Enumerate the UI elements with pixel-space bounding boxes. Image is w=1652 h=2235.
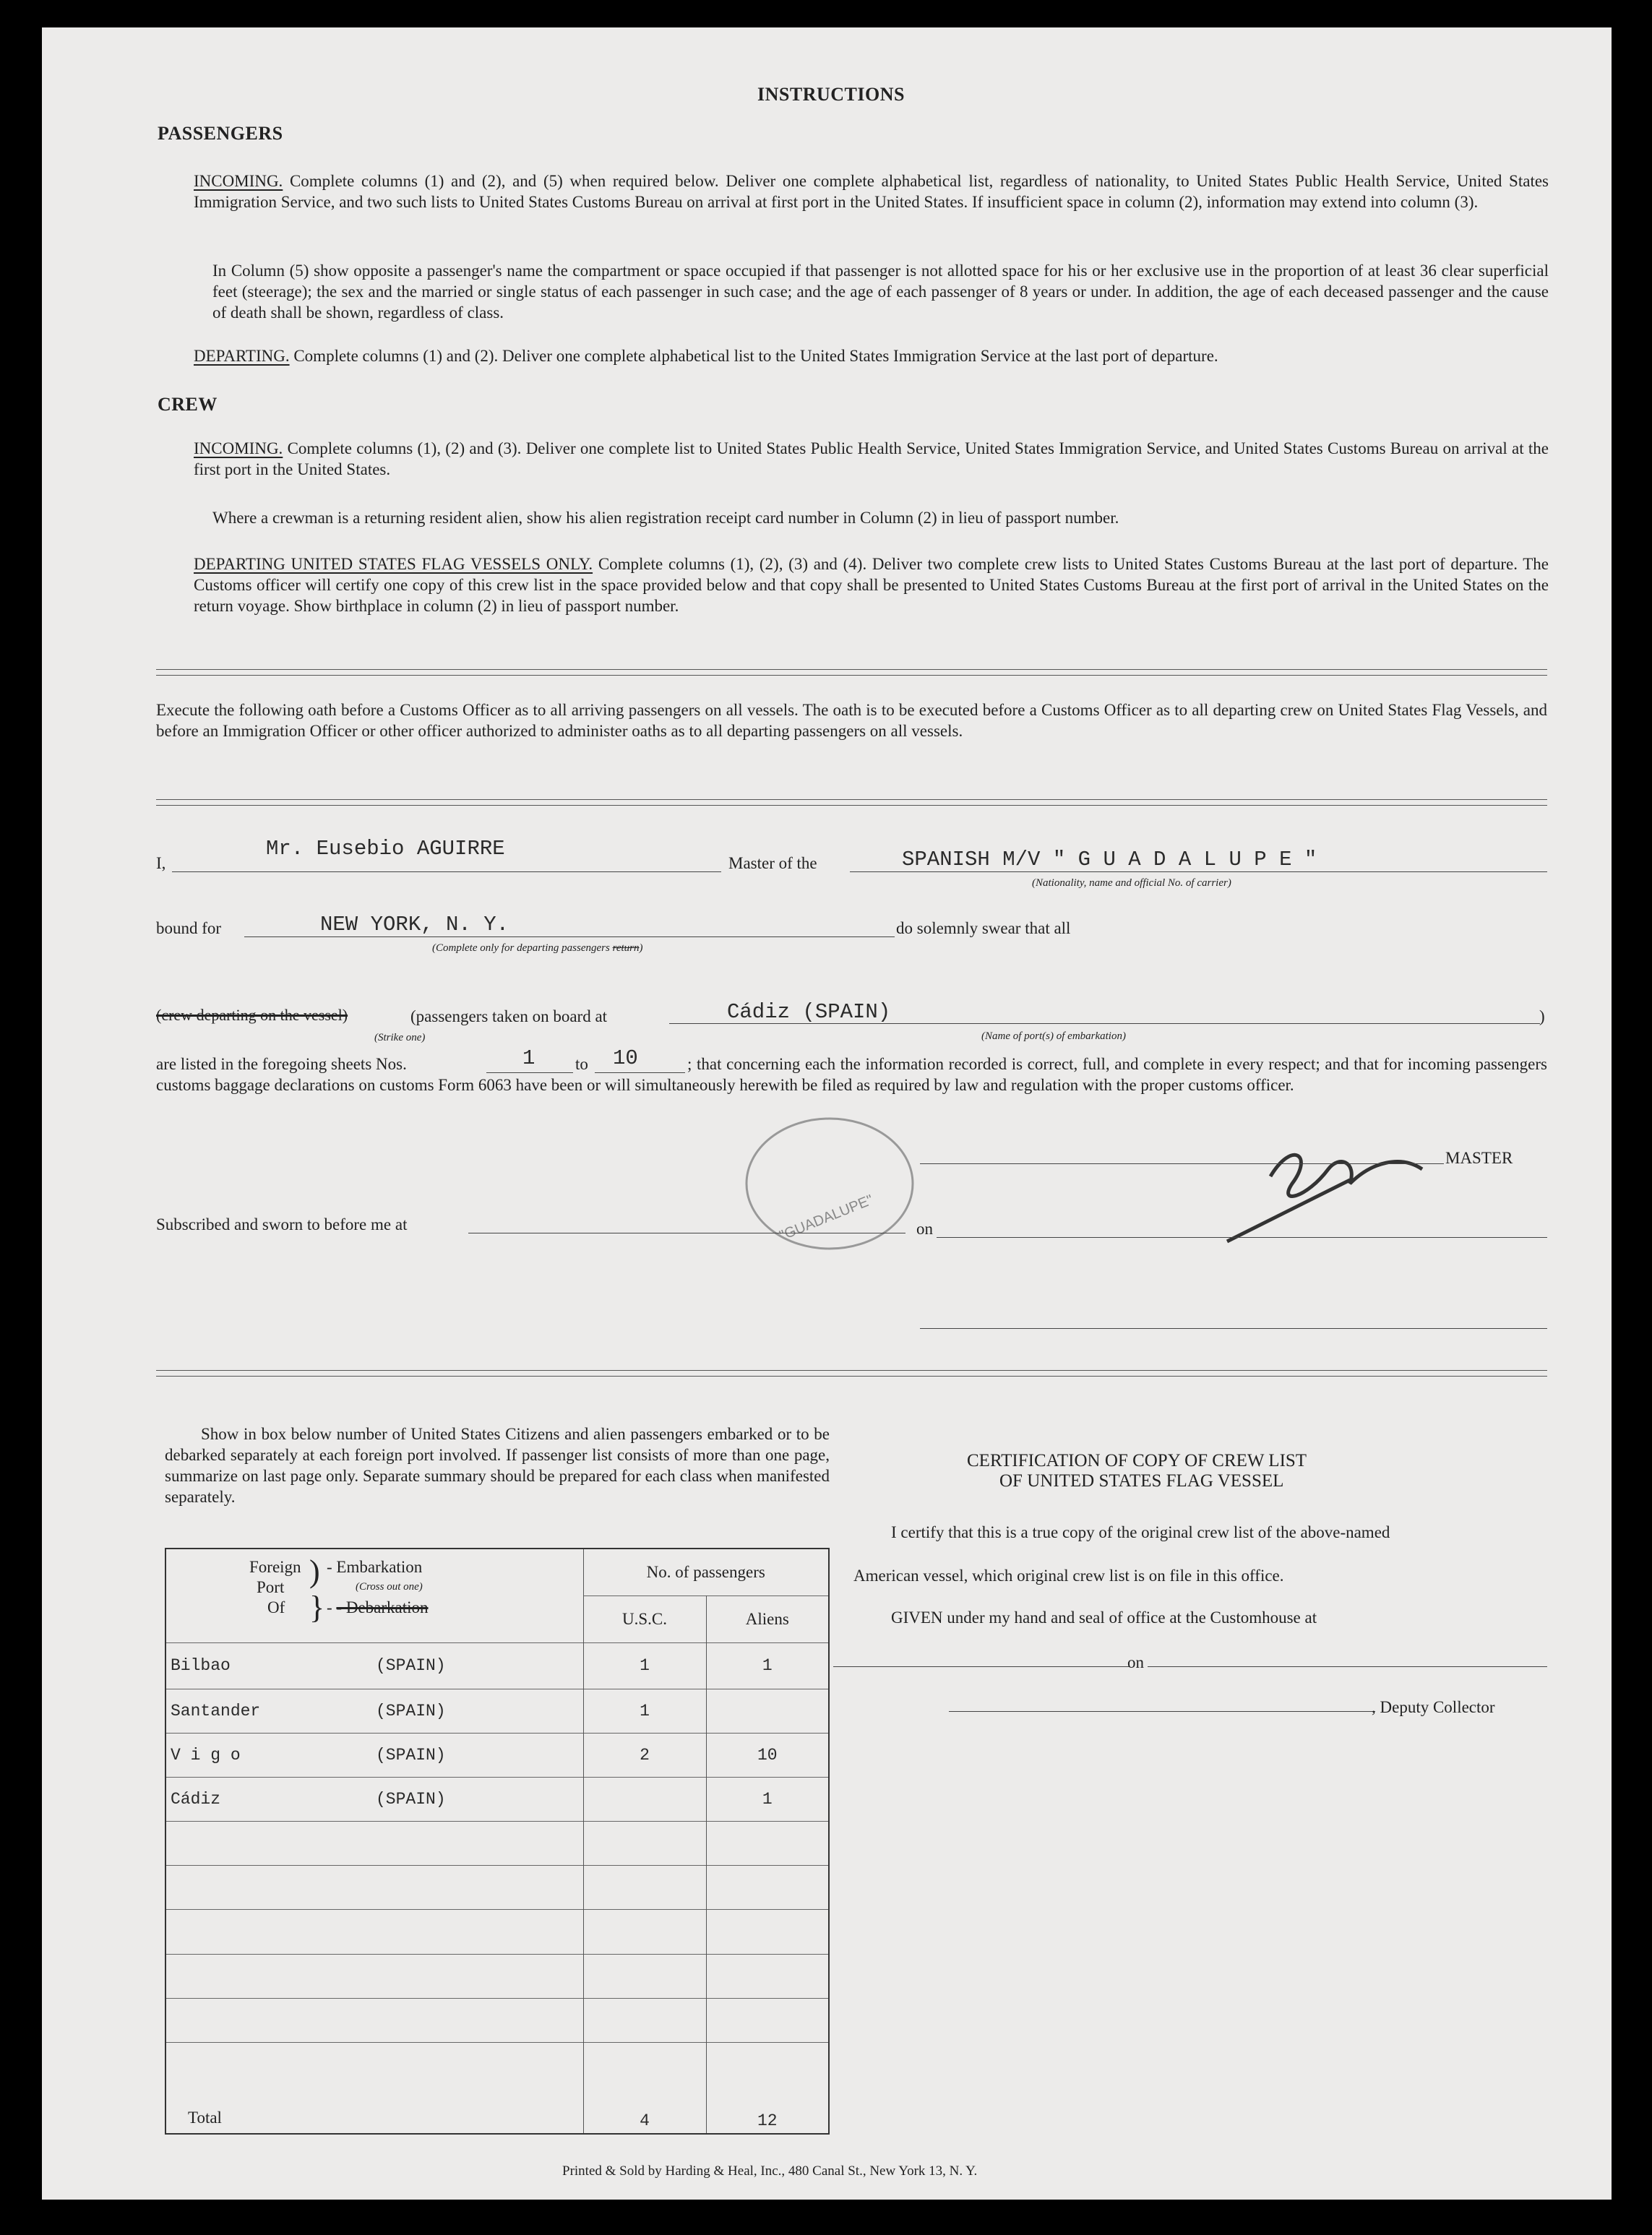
row-usc: 1 <box>583 1689 706 1733</box>
destination: NEW YORK, N. Y. <box>320 913 509 936</box>
passengers-heading: PASSENGERS <box>158 123 283 144</box>
struck-crew-option: (crew departing on the vessel) <box>156 1006 348 1024</box>
crewman-paragraph: Where a crewman is a returning resident alien, show his alien registration receipt card number in Column (2) in lieu of passport number. <box>212 509 1119 527</box>
close-paren: ) <box>1539 1007 1545 1025</box>
vessel-line <box>850 871 1547 872</box>
table-row <box>165 1643 829 1689</box>
summary-instructions: Show in box below number of United States Citizens and alien passengers embarked or to be debarked separately at each foreign port involved. If passenger list consists of more than one page, summarize on last page only. Separate summary should be prepared for each class when manifested separately. <box>165 1425 830 1506</box>
departing-label: DEPARTING. <box>194 347 290 365</box>
row-usc: 1 <box>583 1643 706 1689</box>
crew-incoming-label: INCOMING. <box>194 439 283 457</box>
departing-text: Complete columns (1) and (2). Deliver one complete alphabetical list to the United States Immigration Service at the last port of departure. <box>293 347 1218 365</box>
certification-on-label: on <box>1127 1653 1144 1671</box>
foreign-port-header: Foreign Port Of ) } - Embarkation (Cross out one) - - Debarkation <box>165 1549 583 1643</box>
vessel-caption: (Nationality, name and official No. of carrier) <box>1032 877 1231 889</box>
embark-caption: (Name of port(s) of embarkation) <box>981 1030 1126 1042</box>
passengers-departing-paragraph <box>194 345 1549 366</box>
customhouse-line <box>833 1666 1130 1667</box>
crew-incoming-paragraph <box>194 438 1549 480</box>
strike-caption: (Strike one) <box>374 1032 426 1043</box>
master-name: Mr. Eusebio AGUIRRE <box>266 837 505 861</box>
vessel-name: SPANISH M/V " G U A D A L U P E " <box>902 848 1317 871</box>
bound-for-label: bound for <box>156 919 222 937</box>
incoming-label: INCOMING. <box>194 172 283 190</box>
sheet-from: 1 <box>522 1046 535 1070</box>
total-label: Total <box>165 2087 583 2134</box>
total-aliens: 12 <box>706 2087 829 2134</box>
certification-title-1: CERTIFICATION OF COPY OF CREW LIST <box>967 1451 1307 1470</box>
table-row <box>165 1954 829 1998</box>
row-country: (SPAIN) <box>376 1789 446 1809</box>
column5-paragraph: In Column (5) show opposite a passenger's name the compartment or space occupied if that passenger is not allotted space for his or her exclusive use in the proportion of at least 36 clear superficial feet (steerage); the sex and the married or single status of each passenger in such case; and the age of each passenger of 8 years or under. In addition, the age of each deceased passenger and the cause of death shall be shown, regardless of class. <box>212 262 1549 322</box>
certification-text-2: American vessel, which original crew list is on file in this office. <box>853 1567 1284 1585</box>
divider-line <box>156 1370 1547 1371</box>
master-signature <box>1184 1111 1473 1256</box>
master-of-label: Master of the <box>728 854 817 872</box>
certification-text-3: GIVEN under my hand and seal of office at the Customhouse at <box>891 1609 1317 1627</box>
embark-port: Cádiz (SPAIN) <box>727 1000 891 1024</box>
no-passengers-header: No. of passengers <box>583 1549 829 1595</box>
table-row <box>165 1910 829 1954</box>
certification-title-2: OF UNITED STATES FLAG VESSEL <box>999 1471 1284 1491</box>
table-header-row <box>165 1549 829 1595</box>
master-signature-line <box>920 1163 1444 1164</box>
master-label: MASTER <box>1445 1149 1513 1167</box>
row-port: V i g o <box>171 1745 241 1765</box>
deputy-collector-line <box>949 1711 1375 1712</box>
subscribed-date-line <box>937 1237 1547 1238</box>
passengers-incoming-paragraph <box>194 171 1549 212</box>
table-row <box>165 1822 829 1866</box>
certification-date-line <box>1148 1666 1547 1667</box>
divider-line <box>156 1376 1547 1377</box>
destination-line <box>244 936 895 937</box>
total-usc: 4 <box>583 2087 706 2134</box>
sheet-to: 10 <box>613 1046 638 1070</box>
row-port: Santander <box>171 1701 261 1721</box>
destination-caption-struck: return <box>612 942 640 954</box>
listed-label: are listed in the foregoing sheets Nos. <box>156 1055 407 1073</box>
usc-header: U.S.C. <box>583 1595 706 1642</box>
aliens-header: Aliens <box>706 1595 829 1642</box>
master-name-line <box>172 871 721 872</box>
i-label: I, <box>156 854 166 872</box>
row-country: (SPAIN) <box>376 1701 446 1721</box>
subscribed-on-label: on <box>916 1220 933 1238</box>
row-aliens: 1 <box>706 1643 829 1689</box>
table-row <box>165 1689 829 1733</box>
row-country: (SPAIN) <box>376 1745 446 1765</box>
certification-text-1: I certify that this is a true copy of the original crew list of the above-named <box>891 1523 1390 1541</box>
to-label: to <box>575 1055 588 1073</box>
table-row <box>165 1998 829 2042</box>
crew-incoming-text: Complete columns (1), (2) and (3). Deliver one complete list to United States Public Health Service, United States Immigration Service, and United States Customs Bureau on arrival at the first port in the United States. <box>194 439 1549 478</box>
manifest-page <box>42 27 1612 2200</box>
divider-line <box>156 669 1547 670</box>
destination-caption: (Complete only for departing passengers return) <box>432 942 643 954</box>
crew-departing-label: DEPARTING UNITED STATES FLAG VESSELS ONLY. <box>194 555 593 573</box>
table-row <box>165 1777 829 1821</box>
officer-signature-line <box>920 1328 1547 1329</box>
incoming-text: Complete columns (1) and (2), and (5) when required below. Deliver one complete alphabetical list, regardless of nationality, to United States Public Health Service, United States Immigration Service, and two such lists to United States Customs Bureau on arrival at first port in the United States. If insufficient space in column (2), information may extend into column (3). <box>194 172 1549 211</box>
crew-heading: CREW <box>158 394 218 415</box>
crew-departing-text: Complete columns (1), (2), (3) and (4). Deliver two complete crew lists to United States Customs Bureau at the last port of departure. The Customs officer will certify one copy of this crew list in the space provided below and that copy shall be presented to United States Customs Bureau at the first port of arrival in the United States on the return voyage. Show birthplace in column (2) in lieu of passport number. <box>194 555 1549 615</box>
row-aliens <box>706 1689 829 1733</box>
row-country: (SPAIN) <box>376 1656 446 1676</box>
divider-line <box>156 799 1547 800</box>
table-row <box>165 1866 829 1910</box>
swear-label: do solemnly swear that all <box>896 919 1071 937</box>
subscribed-label: Subscribed and sworn to before me at <box>156 1215 408 1233</box>
row-aliens: 1 <box>706 1777 829 1821</box>
table-row <box>165 2042 829 2086</box>
row-usc <box>583 1777 706 1821</box>
vessel-stamp <box>736 1111 924 1256</box>
row-port: Bilbao <box>171 1656 231 1676</box>
summary-table <box>165 1548 830 2135</box>
divider-line <box>156 805 1547 806</box>
divider-line <box>156 675 1547 676</box>
certify-text: ; that concerning each the information recorded is correct, full, and complete in every respect; and that for incoming passengers customs baggage declarations on customs Form 6063 have been or will simultaneously herewith be filed as required by law and regulation with the proper customs officer. <box>156 1055 1547 1094</box>
row-usc: 2 <box>583 1733 706 1777</box>
oath-intro: Execute the following oath before a Customs Officer as to all arriving passengers on all vessels. The oath is to be executed before a Customs Officer as to all departing crew on United States Flag Vessels, and before an Immigration Officer or other officer authorized to administer oaths as to all departing passengers on all vessels. <box>156 701 1547 740</box>
stamp-text: "GUADALUPE" <box>777 1192 876 1244</box>
instructions-title: INSTRUCTIONS <box>757 84 905 105</box>
total-row <box>165 2087 829 2134</box>
printer-footer: Printed & Sold by Harding & Heal, Inc., 480 Canal St., New York 13, N. Y. <box>562 2163 978 2179</box>
deputy-collector-label: , Deputy Collector <box>1372 1698 1495 1716</box>
passengers-taken-label: (passengers taken on board at <box>410 1007 608 1025</box>
row-aliens: 10 <box>706 1733 829 1777</box>
table-row <box>165 1733 829 1777</box>
row-port: Cádiz <box>171 1789 221 1809</box>
crew-departing-paragraph <box>194 554 1549 616</box>
